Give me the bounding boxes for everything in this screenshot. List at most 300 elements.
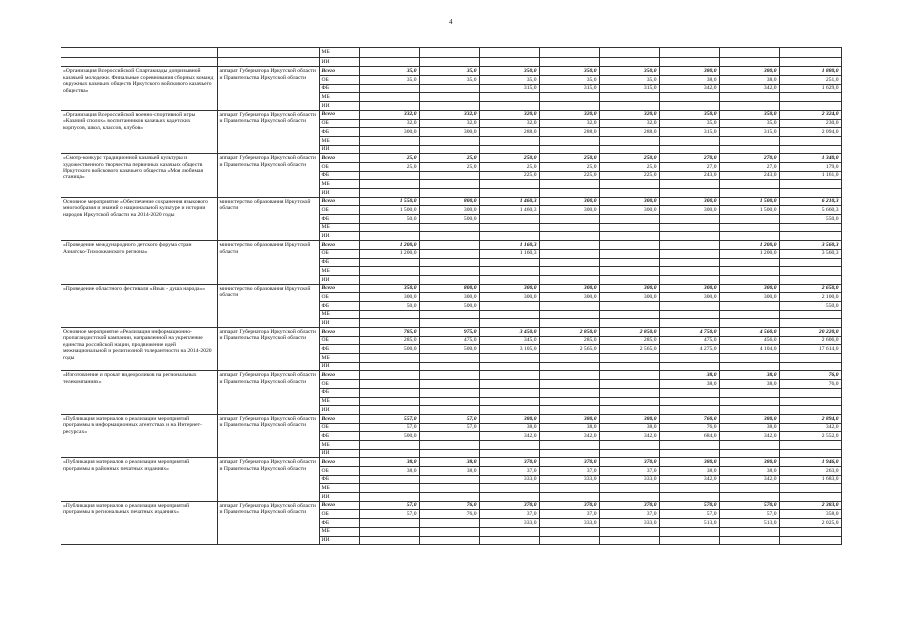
- year-amount-cell: [479, 93, 539, 102]
- year-amount-cell: [719, 223, 779, 232]
- total-amount-cell: [779, 536, 841, 545]
- funding-source-cell: Всего: [319, 414, 359, 423]
- measure-name-cell: «Публикация материалов о реализации мероприятий программы в районных печатных изданиях»: [61, 458, 217, 501]
- year-amount-cell: [359, 354, 419, 363]
- total-amount-cell: 230,0: [779, 119, 841, 128]
- year-amount-cell: [419, 189, 479, 198]
- year-amount-cell: 380,0: [479, 414, 539, 423]
- total-amount-cell: 550,0: [779, 301, 841, 310]
- year-amount-cell: [599, 275, 659, 284]
- year-amount-cell: 32,0: [479, 119, 539, 128]
- year-amount-cell: 380,0: [659, 458, 719, 467]
- year-amount-cell: [659, 48, 719, 58]
- year-amount-cell: [599, 258, 659, 267]
- total-amount-cell: 2 383,0: [779, 501, 841, 510]
- funding-source-cell: Всего: [319, 458, 359, 467]
- year-amount-cell: [539, 310, 599, 319]
- year-amount-cell: [479, 136, 539, 145]
- year-amount-cell: 27,0: [719, 162, 779, 171]
- measure-name-cell: Основное мероприятие «Реализация информационно-пропагандистской кампании, направленной на укрепление единства российской нации, продвижение идей межнациональной и религиозной толерантности на 2014-2020 годы: [61, 328, 217, 371]
- year-amount-cell: 320,0: [479, 110, 539, 119]
- year-amount-cell: 557,0: [359, 414, 419, 423]
- funding-source-cell: ОБ: [319, 336, 359, 345]
- year-amount-cell: [479, 189, 539, 198]
- year-amount-cell: [479, 484, 539, 493]
- year-amount-cell: 300,0: [359, 128, 419, 137]
- year-amount-cell: 342,0: [539, 432, 599, 441]
- year-amount-cell: [359, 171, 419, 180]
- year-amount-cell: 35,0: [419, 67, 479, 76]
- total-amount-cell: 1 683,0: [779, 475, 841, 484]
- total-amount-cell: 76,0: [779, 380, 841, 389]
- total-amount-cell: [779, 493, 841, 502]
- year-amount-cell: 35,0: [719, 119, 779, 128]
- year-amount-cell: [359, 449, 419, 458]
- year-amount-cell: 270,0: [659, 154, 719, 163]
- year-amount-cell: 76,0: [659, 423, 719, 432]
- funding-source-cell: МБ: [319, 93, 359, 102]
- year-amount-cell: [719, 267, 779, 276]
- year-amount-cell: 4 750,0: [659, 328, 719, 337]
- year-amount-cell: [479, 301, 539, 310]
- year-amount-cell: [719, 93, 779, 102]
- executor-cell: аппарат Губернатора Иркутской области и Правительства Иркутской области: [217, 328, 319, 371]
- year-amount-cell: [359, 519, 419, 528]
- year-amount-cell: [719, 319, 779, 328]
- total-amount-cell: 179,0: [779, 162, 841, 171]
- year-amount-cell: [419, 102, 479, 111]
- year-amount-cell: 270,0: [719, 154, 779, 163]
- funding-source-cell: ФБ: [319, 388, 359, 397]
- executor-cell: аппарат Губернатора Иркутской области и Правительства Иркутской области: [217, 110, 319, 153]
- year-amount-cell: [479, 380, 539, 389]
- year-amount-cell: 300,0: [539, 197, 599, 206]
- measure-name-cell: «Организация Всероссийской военно-спортивной игры «Казачий сполох» воспитанников казачьих кадетских корпусов, школ, классов, клубов»: [61, 110, 217, 153]
- total-amount-cell: 5 660,3: [779, 206, 841, 215]
- year-amount-cell: 370,0: [599, 501, 659, 510]
- year-amount-cell: [359, 48, 419, 58]
- year-amount-cell: [659, 57, 719, 67]
- total-amount-cell: [779, 275, 841, 284]
- table-row: [61, 458, 841, 467]
- year-amount-cell: 332,0: [419, 110, 479, 119]
- year-amount-cell: [599, 57, 659, 67]
- year-amount-cell: 38,0: [659, 380, 719, 389]
- funding-source-cell: Всего: [319, 328, 359, 337]
- total-amount-cell: [779, 319, 841, 328]
- year-amount-cell: [539, 93, 599, 102]
- executor-cell: аппарат Губернатора Иркутской области и Правительства Иркутской области: [217, 458, 319, 501]
- total-amount-cell: 1 629,0: [779, 84, 841, 93]
- year-amount-cell: 975,0: [419, 328, 479, 337]
- total-amount-cell: [779, 102, 841, 111]
- year-amount-cell: [539, 232, 599, 241]
- year-amount-cell: [599, 362, 659, 371]
- funding-source-cell: ОБ: [319, 119, 359, 128]
- year-amount-cell: 38,0: [659, 467, 719, 476]
- year-amount-cell: [419, 432, 479, 441]
- year-amount-cell: 37,0: [599, 510, 659, 519]
- year-amount-cell: 35,0: [659, 119, 719, 128]
- year-amount-cell: 380,0: [719, 67, 779, 76]
- year-amount-cell: 300,0: [419, 206, 479, 215]
- year-amount-cell: [419, 48, 479, 58]
- year-amount-cell: 38,0: [419, 458, 479, 467]
- funding-source-cell: МБ: [319, 223, 359, 232]
- year-amount-cell: 300,0: [419, 128, 479, 137]
- year-amount-cell: 370,0: [599, 458, 659, 467]
- year-amount-cell: [719, 354, 779, 363]
- year-amount-cell: [419, 406, 479, 415]
- year-amount-cell: [599, 310, 659, 319]
- funding-source-cell: ФБ: [319, 258, 359, 267]
- year-amount-cell: 370,0: [539, 501, 599, 510]
- year-amount-cell: 500,0: [359, 432, 419, 441]
- year-amount-cell: 35,0: [419, 76, 479, 85]
- year-amount-cell: [659, 319, 719, 328]
- year-amount-cell: [479, 493, 539, 502]
- total-amount-cell: 17 614,0: [779, 345, 841, 354]
- year-amount-cell: 1 200,0: [359, 241, 419, 250]
- year-amount-cell: 38,0: [719, 467, 779, 476]
- year-amount-cell: 1 160,3: [479, 241, 539, 250]
- year-amount-cell: 380,0: [539, 414, 599, 423]
- year-amount-cell: [719, 136, 779, 145]
- year-amount-cell: 57,0: [359, 423, 419, 432]
- funding-source-cell: ИИ: [319, 493, 359, 502]
- year-amount-cell: [719, 189, 779, 198]
- year-amount-cell: 25,0: [599, 162, 659, 171]
- table-row: [61, 328, 841, 337]
- year-amount-cell: 500,0: [419, 345, 479, 354]
- year-amount-cell: 315,0: [659, 128, 719, 137]
- year-amount-cell: [719, 232, 779, 241]
- total-amount-cell: 2 894,0: [779, 414, 841, 423]
- year-amount-cell: 380,0: [719, 414, 779, 423]
- year-amount-cell: 1 200,0: [359, 249, 419, 258]
- funding-source-cell: МБ: [319, 136, 359, 145]
- year-amount-cell: [659, 388, 719, 397]
- year-amount-cell: [719, 301, 779, 310]
- funding-source-cell: ОБ: [319, 206, 359, 215]
- funding-source-cell: ОБ: [319, 423, 359, 432]
- year-amount-cell: [479, 258, 539, 267]
- total-amount-cell: [779, 258, 841, 267]
- total-amount-cell: [779, 484, 841, 493]
- executor-cell: [217, 48, 319, 58]
- year-amount-cell: [539, 536, 599, 545]
- year-amount-cell: 300,0: [659, 206, 719, 215]
- year-amount-cell: 333,0: [479, 475, 539, 484]
- year-amount-cell: 300,0: [599, 293, 659, 302]
- year-amount-cell: 300,0: [539, 284, 599, 293]
- year-amount-cell: [539, 527, 599, 536]
- total-amount-cell: 3 560,3: [779, 241, 841, 250]
- year-amount-cell: 2 850,0: [539, 328, 599, 337]
- funding-source-cell: МБ: [319, 527, 359, 536]
- year-amount-cell: [659, 310, 719, 319]
- year-amount-cell: 350,0: [659, 110, 719, 119]
- year-amount-cell: [359, 145, 419, 154]
- year-amount-cell: [419, 232, 479, 241]
- year-amount-cell: [599, 145, 659, 154]
- year-amount-cell: [659, 527, 719, 536]
- year-amount-cell: [599, 189, 659, 198]
- year-amount-cell: 37,0: [479, 510, 539, 519]
- year-amount-cell: [659, 215, 719, 224]
- year-amount-cell: [359, 493, 419, 502]
- year-amount-cell: [359, 371, 419, 380]
- year-amount-cell: 370,0: [479, 458, 539, 467]
- year-amount-cell: [719, 258, 779, 267]
- year-amount-cell: [539, 48, 599, 58]
- measure-name-cell: «Публикация материалов о реализации мероприятий программы в информационных агентствах и на Интернет-ресурсах»: [61, 414, 217, 457]
- year-amount-cell: 4 104,0: [719, 345, 779, 354]
- year-amount-cell: 250,0: [479, 154, 539, 163]
- year-amount-cell: [419, 371, 479, 380]
- year-amount-cell: 32,0: [359, 119, 419, 128]
- year-amount-cell: 350,0: [539, 67, 599, 76]
- table-row: [61, 154, 841, 163]
- total-amount-cell: [779, 189, 841, 198]
- year-amount-cell: [539, 388, 599, 397]
- year-amount-cell: [719, 310, 779, 319]
- year-amount-cell: [599, 249, 659, 258]
- funding-source-cell: ФБ: [319, 215, 359, 224]
- executor-cell: [217, 57, 319, 67]
- year-amount-cell: [659, 232, 719, 241]
- year-amount-cell: [599, 527, 659, 536]
- year-amount-cell: [539, 449, 599, 458]
- year-amount-cell: 2 565,0: [539, 345, 599, 354]
- year-amount-cell: 250,0: [539, 154, 599, 163]
- year-amount-cell: [539, 371, 599, 380]
- year-amount-cell: [599, 536, 659, 545]
- year-amount-cell: 300,0: [419, 293, 479, 302]
- year-amount-cell: 300,0: [599, 284, 659, 293]
- funding-source-cell: ФБ: [319, 301, 359, 310]
- year-amount-cell: [419, 362, 479, 371]
- year-amount-cell: [719, 527, 779, 536]
- year-amount-cell: [479, 371, 539, 380]
- year-amount-cell: [539, 275, 599, 284]
- year-amount-cell: [719, 215, 779, 224]
- year-amount-cell: 285,0: [599, 336, 659, 345]
- year-amount-cell: [599, 493, 659, 502]
- year-amount-cell: 38,0: [539, 423, 599, 432]
- year-amount-cell: 57,0: [719, 510, 779, 519]
- year-amount-cell: 1 550,0: [359, 197, 419, 206]
- year-amount-cell: [359, 93, 419, 102]
- year-amount-cell: [599, 371, 659, 380]
- year-amount-cell: 333,0: [479, 519, 539, 528]
- year-amount-cell: [359, 223, 419, 232]
- funding-source-cell: МБ: [319, 310, 359, 319]
- year-amount-cell: [419, 388, 479, 397]
- total-amount-cell: [779, 397, 841, 406]
- table-row: [61, 284, 841, 293]
- year-amount-cell: 50,0: [359, 301, 419, 310]
- executor-cell: аппарат Губернатора Иркутской области и Правительства Иркутской области: [217, 67, 319, 110]
- total-amount-cell: 2 324,0: [779, 110, 841, 119]
- year-amount-cell: [539, 319, 599, 328]
- year-amount-cell: [359, 527, 419, 536]
- total-amount-cell: [779, 388, 841, 397]
- year-amount-cell: [359, 484, 419, 493]
- measure-name-cell: «Изготовление и прокат видеороликов на региональных телекомпаниях»: [61, 371, 217, 414]
- year-amount-cell: [599, 223, 659, 232]
- year-amount-cell: [479, 527, 539, 536]
- year-amount-cell: 1 500,0: [719, 206, 779, 215]
- year-amount-cell: [659, 536, 719, 545]
- year-amount-cell: [359, 102, 419, 111]
- year-amount-cell: 1 200,0: [719, 249, 779, 258]
- year-amount-cell: 38,0: [359, 467, 419, 476]
- year-amount-cell: 513,0: [659, 519, 719, 528]
- year-amount-cell: 225,0: [599, 171, 659, 180]
- year-amount-cell: [539, 249, 599, 258]
- year-amount-cell: [599, 319, 659, 328]
- funding-source-cell: Всего: [319, 197, 359, 206]
- year-amount-cell: 315,0: [479, 84, 539, 93]
- funding-source-cell: ИИ: [319, 362, 359, 371]
- year-amount-cell: 1 460,3: [479, 197, 539, 206]
- year-amount-cell: 342,0: [719, 475, 779, 484]
- year-amount-cell: [539, 180, 599, 189]
- year-amount-cell: [659, 362, 719, 371]
- year-amount-cell: 800,0: [419, 197, 479, 206]
- year-amount-cell: [719, 57, 779, 67]
- year-amount-cell: 37,0: [539, 510, 599, 519]
- year-amount-cell: 57,0: [419, 414, 479, 423]
- year-amount-cell: 342,0: [599, 432, 659, 441]
- year-amount-cell: 320,0: [539, 110, 599, 119]
- year-amount-cell: [359, 362, 419, 371]
- year-amount-cell: 475,0: [419, 336, 479, 345]
- total-amount-cell: 6 210,3: [779, 197, 841, 206]
- year-amount-cell: 243,0: [659, 171, 719, 180]
- year-amount-cell: [419, 171, 479, 180]
- year-amount-cell: [479, 223, 539, 232]
- year-amount-cell: 342,0: [479, 432, 539, 441]
- year-amount-cell: 1 500,0: [359, 206, 419, 215]
- year-amount-cell: [479, 48, 539, 58]
- year-amount-cell: 288,0: [599, 128, 659, 137]
- funding-source-cell: ИИ: [319, 189, 359, 198]
- year-amount-cell: [479, 232, 539, 241]
- year-amount-cell: [419, 84, 479, 93]
- total-amount-cell: 3 560,3: [779, 249, 841, 258]
- funding-source-cell: ИИ: [319, 275, 359, 284]
- year-amount-cell: [359, 310, 419, 319]
- year-amount-cell: [719, 48, 779, 58]
- year-amount-cell: 250,0: [599, 154, 659, 163]
- year-amount-cell: [419, 223, 479, 232]
- year-amount-cell: 380,0: [719, 458, 779, 467]
- year-amount-cell: 4 275,0: [659, 345, 719, 354]
- year-amount-cell: 300,0: [719, 284, 779, 293]
- funding-source-cell: ФБ: [319, 519, 359, 528]
- year-amount-cell: [659, 440, 719, 449]
- year-amount-cell: [719, 493, 779, 502]
- year-amount-cell: 35,0: [599, 76, 659, 85]
- year-amount-cell: [659, 493, 719, 502]
- funding-source-cell: ФБ: [319, 171, 359, 180]
- year-amount-cell: 37,0: [599, 467, 659, 476]
- year-amount-cell: 32,0: [539, 119, 599, 128]
- year-amount-cell: [599, 406, 659, 415]
- year-amount-cell: [419, 493, 479, 502]
- year-amount-cell: [359, 57, 419, 67]
- year-amount-cell: [599, 93, 659, 102]
- year-amount-cell: 288,0: [479, 128, 539, 137]
- year-amount-cell: 3 450,0: [479, 328, 539, 337]
- table-row: [61, 414, 841, 423]
- year-amount-cell: 32,0: [419, 119, 479, 128]
- total-amount-cell: [779, 223, 841, 232]
- year-amount-cell: [419, 484, 479, 493]
- year-amount-cell: [539, 362, 599, 371]
- year-amount-cell: [659, 258, 719, 267]
- year-amount-cell: [599, 388, 659, 397]
- year-amount-cell: [659, 397, 719, 406]
- year-amount-cell: 342,0: [719, 84, 779, 93]
- year-amount-cell: 332,0: [359, 110, 419, 119]
- year-amount-cell: 333,0: [599, 475, 659, 484]
- year-amount-cell: [359, 275, 419, 284]
- year-amount-cell: [599, 241, 659, 250]
- year-amount-cell: [539, 258, 599, 267]
- year-amount-cell: 25,0: [419, 154, 479, 163]
- total-amount-cell: [779, 232, 841, 241]
- year-amount-cell: 38,0: [419, 467, 479, 476]
- year-amount-cell: 342,0: [659, 84, 719, 93]
- measure-name-cell: «Публикация материалов о реализации мероприятий программы в региональных печатных изданиях»: [61, 501, 217, 544]
- year-amount-cell: 300,0: [359, 293, 419, 302]
- year-amount-cell: 500,0: [419, 215, 479, 224]
- total-amount-cell: 2 650,0: [779, 284, 841, 293]
- year-amount-cell: 57,0: [419, 423, 479, 432]
- funding-source-cell: МБ: [319, 484, 359, 493]
- year-amount-cell: 38,0: [719, 76, 779, 85]
- year-amount-cell: [539, 189, 599, 198]
- year-amount-cell: 315,0: [599, 84, 659, 93]
- year-amount-cell: 570,0: [719, 501, 779, 510]
- year-amount-cell: 35,0: [359, 76, 419, 85]
- year-amount-cell: [599, 102, 659, 111]
- year-amount-cell: [479, 180, 539, 189]
- executor-cell: аппарат Губернатора Иркутской области и Правительства Иркутской области: [217, 414, 319, 457]
- total-amount-cell: [779, 48, 841, 58]
- year-amount-cell: 225,0: [479, 171, 539, 180]
- funding-source-cell: МБ: [319, 180, 359, 189]
- year-amount-cell: [599, 301, 659, 310]
- year-amount-cell: [719, 388, 779, 397]
- year-amount-cell: [659, 241, 719, 250]
- year-amount-cell: [419, 258, 479, 267]
- funding-source-cell: ОБ: [319, 467, 359, 476]
- year-amount-cell: [599, 354, 659, 363]
- funding-source-cell: ИИ: [319, 57, 359, 67]
- funding-source-cell: ФБ: [319, 84, 359, 93]
- funding-source-cell: МБ: [319, 397, 359, 406]
- year-amount-cell: [599, 397, 659, 406]
- funding-source-cell: МБ: [319, 354, 359, 363]
- total-amount-cell: 1 340,0: [779, 154, 841, 163]
- year-amount-cell: [719, 102, 779, 111]
- year-amount-cell: [659, 406, 719, 415]
- table-row: [61, 110, 841, 119]
